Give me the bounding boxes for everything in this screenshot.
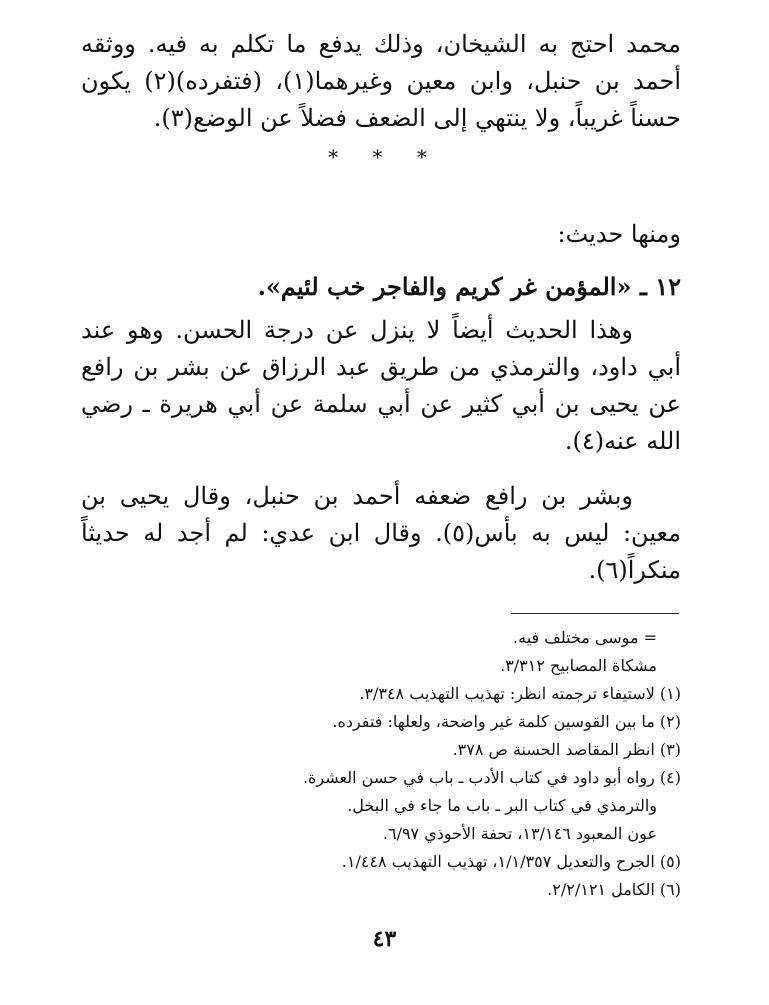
- footnote-line: عون المعبود ١٣/١٤٦، تحفة الأحوذي ٦/٩٧.: [382, 824, 657, 843]
- footnote-line: (١) لاستيفاء ترجمته انظر: تهذيب التهذيب ٣/٣٤٨.: [359, 684, 681, 703]
- paragraph-intro: ومنها حديث:: [557, 220, 681, 248]
- footnote-line: والترمذي في كتاب البر ـ باب ما جاء في البخل.: [347, 796, 657, 815]
- section-separator: * * *: [328, 145, 441, 169]
- footnote-line: (٥) الجرح والتعديل ١/١/٣٥٧، تهذيب التهذيب ١/٤٤٨.: [341, 852, 681, 871]
- page-number: ٤٣: [372, 926, 397, 952]
- hadith-heading: ١٢ ـ «المؤمن غر كريم والفاجر خب لئيم».: [257, 272, 681, 301]
- paragraph-narrator-discussion: وبشر بن رافع ضعفه أحمد بن حنبل، وقال يحيى بن معين: ليس به بأس(٥). وقال ابن عدي: لم أجد له حديثاً منكراً(٦).: [81, 482, 681, 584]
- footnote-separator: [511, 613, 679, 614]
- paragraph-hadith-discussion: وهذا الحديث أيضاً لا ينزل عن درجة الحسن. وهو عند أبي داود، والترمذي من طريق عبد الرزاق عن بشر بن رافع عن يحيى بن أبي كثير عن أبي سلمة عن أبي هريرة ـ رضي الله عنه(٤).: [81, 316, 681, 455]
- footnote-line: = موسى مختلف فيه.: [513, 628, 657, 647]
- paragraph-continuation: محمد احتج به الشيخان، وذلك يدفع ما تكلم به فيه. ووثقه أحمد بن حنبل، وابن معين وغيرهما(١)، (فتفرده)(٢) يكون حسناً غريباً، ولا ينتهي إلى الضعف فضلاً عن الوضع(٣).: [81, 30, 682, 132]
- footnote-line: (٤) رواه أبو داود في كتاب الأدب ـ باب في حسن العشرة.: [302, 768, 681, 787]
- footnote-line: مشكاة المصابيح ٣/٣١٢.: [500, 656, 657, 675]
- footnotes: [81, 624, 681, 904]
- footnote-line: (٦) الكامل ٢/٢/١٢١.: [547, 880, 681, 899]
- footnote-line: (٣) انظر المقاصد الحسنة ص ٣٧٨.: [452, 740, 681, 759]
- footnote-line: (٢) ما بين القوسين كلمة غير واضحة، ولعلها: فتفرده.: [332, 712, 681, 731]
